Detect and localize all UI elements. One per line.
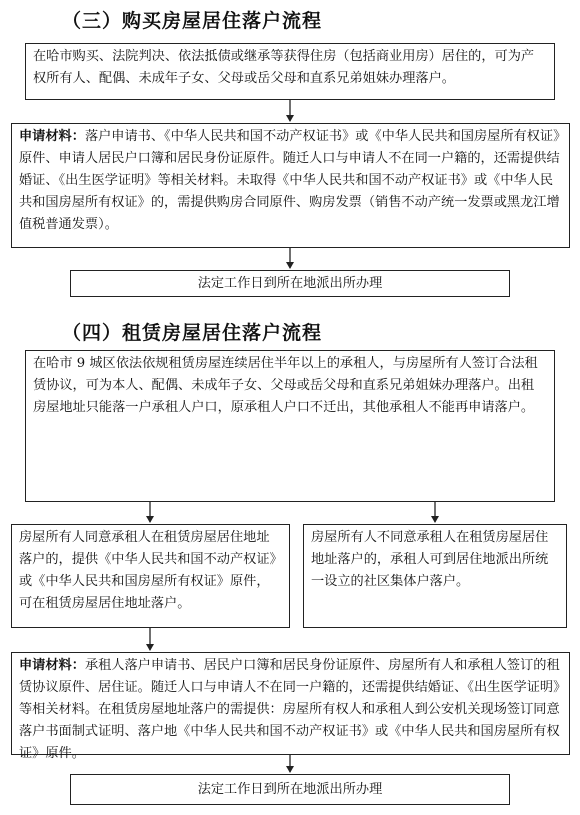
section4-materials-text: 承租人落户申请书、居民户口簿和居民身份证原件、房屋所有人和承租人签订的租赁协议原件、居住证。随迁人口与申请人不在同一户籍的，还需提供结婚证、《出生医学证明》等相关材料。在租赁房屋地址落户的需提供：房屋所有权人和承租人到公安机关现场签订同意落户书面制式证明、落户地《中华人民共和国不动产权证书》或《中华人民共和国房屋所有权证》原件。 <box>19 658 560 761</box>
section4-left-branch-text: 房屋所有人同意承租人在租赁房屋居住地址落户的，提供《中华人民共和国不动产权证》或《中华人民共和国房屋所有权证》原件，可在租赁房屋居住地址落户。 <box>19 530 277 611</box>
section3-materials-text: 落户申请书、《中华人民共和国不动产权证书》或《中华人民共和国房屋所有权证》原件、申请人居民户口簿和居民身份证原件。随迁人口与申请人不在同一户籍的，还需提供结婚证、《出生医学证明》等相关材料。未取得《中华人民共和国不动产权证书》或《中华人民共和国房屋所有权证》的，需提供购房合同原件、购房发票（销售不动产统一发票或黑龙江增值税普通发票）。 <box>19 129 560 232</box>
section4-materials-label: 申请材料： <box>19 658 85 673</box>
section4-title: （四）租赁房屋居住落户流程 <box>62 322 323 344</box>
section4-intro-text: 在哈市 9 城区依法依规租赁房屋连续居住半年以上的承租人，与房屋所有人签订合法租赁协议，可为本人、配偶、未成年子女、父母或岳父母和直系兄弟姐妹办理落户。出租房屋地址只能落一户承租人户口，原承租人户口不迁出，其他承租人不能再申请落户。 <box>33 356 538 415</box>
section3-intro-text: 在哈市购买、法院判决、依法抵债或继承等获得住房（包括商业用房）居住的，可为产权所有人、配偶、未成年子女、父母或岳父母和直系兄弟姐妹办理落户。 <box>33 49 535 86</box>
section4-final-text: 法定工作日到所在地派出所办理 <box>197 782 383 797</box>
section3-title: （三）购买房屋居住落户流程 <box>62 10 323 32</box>
section3-final-text: 法定工作日到所在地派出所办理 <box>197 276 383 291</box>
section3-materials-label: 申请材料： <box>19 129 85 144</box>
section4-right-branch-text: 房屋所有人不同意承租人在租赁房屋居住地址落户的，承租人可到居住地派出所统一设立的社区集体户落户。 <box>311 530 549 589</box>
